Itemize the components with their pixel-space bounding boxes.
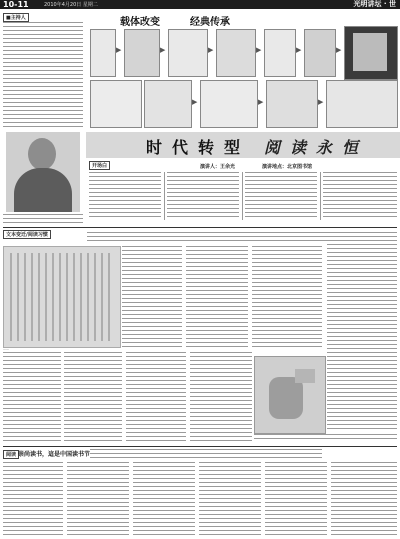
- column-divider: [320, 172, 321, 220]
- article-column: [133, 462, 195, 536]
- article-column: [89, 172, 161, 220]
- bamboo-slip-image: [124, 29, 160, 77]
- portrait-photo: [6, 132, 80, 212]
- side-feature-tag: 文本变迁/阅读习惯: [3, 230, 51, 239]
- section-rule: [3, 227, 397, 228]
- arrow-icon: ▶: [208, 46, 214, 54]
- article-column: [64, 352, 122, 442]
- open-book-image: [200, 80, 258, 128]
- manuscript-image: [90, 80, 142, 128]
- banner-char: 阅: [264, 138, 281, 157]
- speaker-name: 演讲人：王余光: [200, 164, 236, 170]
- arrow-icon: ▶: [192, 98, 198, 106]
- headline-b: 经典传承: [190, 17, 230, 28]
- printed-book-image: [304, 29, 336, 77]
- banner-char: 恒: [342, 138, 359, 157]
- opening-tag: 开场白: [89, 161, 110, 170]
- newspaper-image: [266, 80, 318, 128]
- article-column: [67, 462, 129, 536]
- article-column: [122, 246, 182, 350]
- host-tag: ■主持人: [3, 13, 29, 22]
- banner-char: 转: [198, 138, 215, 157]
- column-divider: [242, 172, 243, 220]
- arrow-icon: ▶: [256, 46, 262, 54]
- article-column: [3, 352, 61, 442]
- banner-char: 永: [316, 138, 333, 157]
- headline-a: 载体改变: [120, 17, 160, 28]
- arrow-icon: ▶: [296, 46, 302, 54]
- article-column: [245, 172, 317, 220]
- article-column: [126, 352, 186, 442]
- bronze-artifact-image: [90, 29, 116, 77]
- section-rule: [3, 446, 397, 447]
- article-column: [190, 404, 252, 442]
- lead-paragraph: [87, 232, 327, 244]
- arrow-icon: ▶: [258, 98, 264, 106]
- host-intro-text: [3, 22, 83, 130]
- banner-char: 读: [290, 138, 307, 157]
- speaker-venue: 演讲地点：北京图书馆: [262, 164, 313, 170]
- article-column: [186, 246, 248, 350]
- modern-books-image: [326, 80, 398, 128]
- calligraphy-image: [144, 80, 192, 128]
- bottom-lead: [90, 449, 322, 459]
- page-number: 10-11: [3, 0, 29, 9]
- article-column: [167, 172, 239, 220]
- article-column: [331, 462, 397, 536]
- woodblock-image: [264, 29, 296, 77]
- issue-date: 2010年4月20日 星期二: [44, 2, 98, 8]
- arrow-icon: ▶: [318, 98, 324, 106]
- banner-char: 代: [172, 138, 189, 157]
- arrow-icon: ▶: [116, 46, 122, 54]
- bottom-tag: 阅读: [3, 450, 19, 459]
- article-column: [199, 462, 261, 536]
- article-column: [265, 462, 327, 536]
- stone-rubbing-image: [216, 29, 256, 77]
- ereader-image: [344, 26, 398, 80]
- scroll-image: [168, 29, 208, 77]
- banner-char: 时: [146, 138, 163, 157]
- section-name: 光明讲坛 · 世: [353, 0, 396, 8]
- title-banner: [86, 132, 400, 158]
- image-caption: [254, 434, 397, 442]
- article-column: [252, 246, 322, 350]
- article-column: [327, 232, 397, 432]
- arrow-icon: ▶: [160, 46, 166, 54]
- image-caption: ——: [3, 347, 9, 351]
- article-column: [323, 172, 397, 220]
- header-bar: [0, 0, 400, 9]
- article-column: [3, 462, 63, 536]
- painting-image: [254, 356, 326, 434]
- article-column: [190, 352, 252, 402]
- manuscript-photo: [3, 246, 121, 348]
- arrow-icon: ▶: [336, 46, 342, 54]
- column-divider: [164, 172, 165, 220]
- banner-char: 型: [224, 138, 241, 157]
- bottom-title: 崇尚读书，這是中国读书节: [18, 451, 91, 458]
- portrait-caption: [3, 214, 83, 224]
